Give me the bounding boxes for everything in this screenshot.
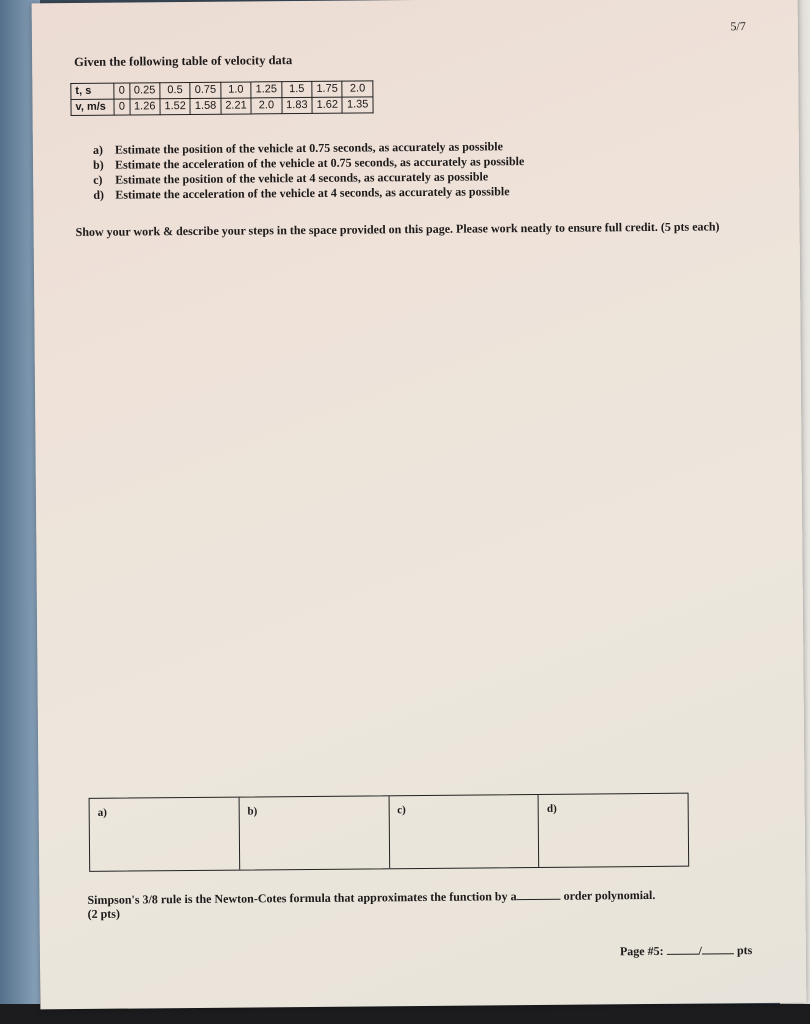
question-label: a) xyxy=(92,142,103,157)
simpson-text-before: Simpson's 3/8 rule is the Newton-Cotes formula that approximates the function by a xyxy=(87,889,517,907)
score-earned-blank[interactable] xyxy=(667,954,699,955)
time-cell: 2.0 xyxy=(342,81,373,97)
score-total-blank[interactable] xyxy=(702,953,734,954)
question-label: b) xyxy=(92,157,104,172)
velocity-cell: 1.58 xyxy=(190,98,221,114)
question-text: Estimate the acceleration of the vehicle at 0.75 seconds, as accurately as possible xyxy=(114,154,525,172)
time-cell: 0 xyxy=(114,83,129,99)
velocity-cell: 1.26 xyxy=(129,99,160,115)
simpson-answer-blank[interactable] xyxy=(517,899,561,900)
velocity-cell: 2.0 xyxy=(251,98,282,114)
answer-grid xyxy=(89,793,690,872)
page-score-label: Page #5: xyxy=(619,943,664,959)
velocity-row xyxy=(71,97,373,116)
velocity-cell: 0 xyxy=(114,99,129,115)
time-cell: 0.75 xyxy=(190,82,221,98)
answer-box-a[interactable] xyxy=(90,798,240,871)
question-text: Estimate the acceleration of the vehicle at 4 seconds, as accurately as possible xyxy=(115,184,510,202)
velocity-cell: 1.62 xyxy=(312,97,343,113)
intro-text: Given the following table of velocity data xyxy=(74,53,293,69)
velocity-cell: 1.52 xyxy=(160,98,191,114)
question-text: Estimate the position of the vehicle at 0.75 seconds, as accurately as possible xyxy=(114,139,503,157)
page-score xyxy=(620,943,752,959)
time-header: t, s xyxy=(71,83,115,99)
answer-box-label: c) xyxy=(397,804,406,817)
instructions-text: Show your work & describe your steps in the space provided on this page. Please work neatly to ensure full credit. (5 pts each) xyxy=(75,219,720,239)
simpson-text-after: order polynomial. xyxy=(563,887,656,903)
velocity-cell: 1.35 xyxy=(342,97,373,113)
time-cell: 1.75 xyxy=(312,81,343,97)
time-cell: 0.25 xyxy=(129,83,160,99)
time-cell: 1.0 xyxy=(221,82,252,98)
simpson-question xyxy=(87,887,787,921)
exam-page xyxy=(32,0,807,1009)
answer-box-label: a) xyxy=(97,806,107,819)
score-unit: pts xyxy=(736,943,753,958)
page-number: 5/7 xyxy=(730,19,746,34)
question-label: d) xyxy=(93,187,105,202)
question-text: Estimate the position of the vehicle at 4 seconds, as accurately as possible xyxy=(115,169,489,187)
time-cell: 1.25 xyxy=(251,82,282,98)
answer-box-label: b) xyxy=(247,805,258,818)
answer-box-label: d) xyxy=(546,802,557,815)
question-list xyxy=(93,139,525,203)
simpson-points: (2 pts) xyxy=(87,906,120,921)
velocity-table xyxy=(70,80,373,116)
time-cell: 0.5 xyxy=(160,82,191,98)
score-separator: / xyxy=(698,943,702,958)
question-label: c) xyxy=(93,172,103,187)
velocity-header: v, m/s xyxy=(71,99,115,115)
question-item xyxy=(93,184,524,203)
answer-box-c[interactable] xyxy=(389,795,539,868)
time-cell: 1.5 xyxy=(281,81,312,97)
answer-box-b[interactable] xyxy=(239,796,389,869)
velocity-cell: 2.21 xyxy=(221,98,252,114)
velocity-cell: 1.83 xyxy=(282,97,313,113)
time-row xyxy=(71,81,373,100)
answer-box-d[interactable] xyxy=(539,794,688,867)
